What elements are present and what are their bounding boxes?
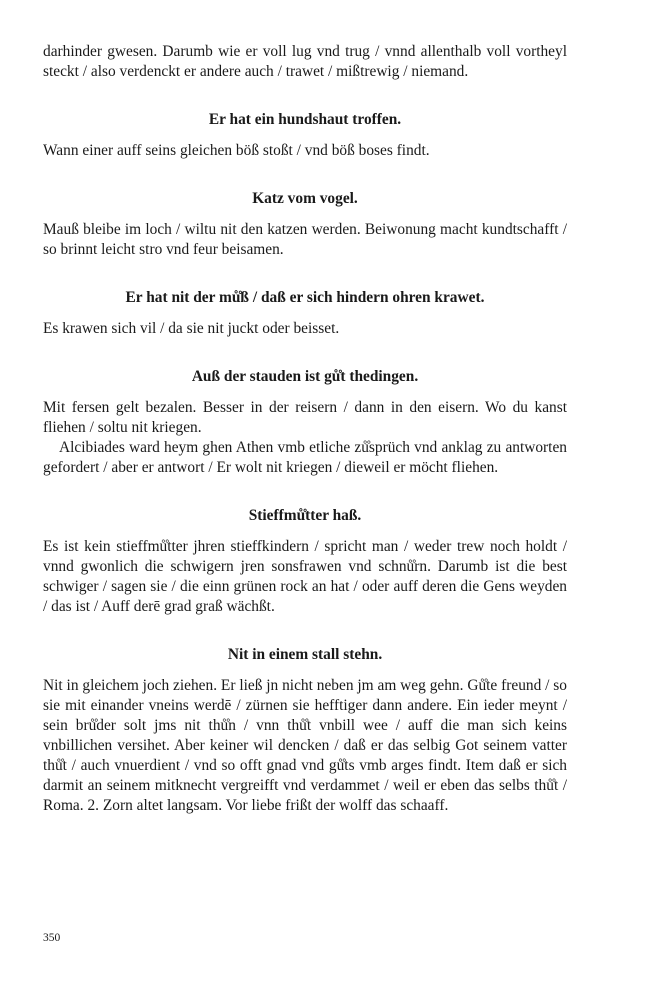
section-paragraph: Nit in gleichem joch ziehen. Er ließ jn nicht neben jm am weg gehn. Gů̊te freund / so sie mit einander vneins werdē / zürnen sie hefftiger dann andere. Ein ieder meynt / sein brů̊der solt jms nit thů̊n / vnn thů̊t vnbill wee / auff die man sich keins vnbillichen versihet. Aber keiner wil dencken / daß er das selbig Got seinem vatter thů̊t / auch vnuerdient / vnd so offt gnad vnd gů̊ts vmb arges findt. Item daß er sich darmit an seinem mitknecht vergreifft vnd verdammet / weil er eben das selbs thů̊t / Roma. 2. Zorn altet langsam. Vor liebe frißt der wolff das schaaff. [43, 677, 567, 814]
page-body [43, 42, 567, 816]
section-heading: Auß der stauden ist gů̊t thedingen. [191, 368, 419, 385]
section-hundshaut [43, 110, 567, 161]
section-heading: Nit in einem stall stehn. [227, 646, 383, 663]
section-paragraph: Wann einer auff seins gleichen böß stoßt / vnd böß boses findt. [43, 142, 430, 159]
section-muss [43, 288, 567, 339]
section-paragraph: Es ist kein stieffmů̊tter jhren stieffkindern / spricht man / weder trew noch holdt / vnnd gwonlich die schwigern jren sonsfrawen vnd schnů̊rn. Darumb ist die best schwiger / sagen sie / die einn grünen rock an hat / oder auff deren die Gens weyden / das ist / Auff derē grad graß wächßt. [43, 538, 567, 615]
section-heading: Er hat ein hundshaut troffen. [208, 111, 402, 128]
section-stauden [43, 367, 567, 478]
page-number: 350 [43, 932, 61, 944]
section-katz-vom-vogel [43, 189, 567, 260]
section-paragraph: Mit fersen gelt bezalen. Besser in der reisern / dann in den eisern. Wo du kanst fliehen / soltu nit kriegen. [43, 399, 567, 436]
section-stall [43, 645, 567, 816]
opening-paragraph: darhinder gwesen. Darumb wie er voll lug vnd trug / vnnd allenthalb voll vortheyl steckt / also verdenckt er andere auch / trawet / mißtrewig / niemand. [43, 43, 567, 80]
section-stieffmutter [43, 506, 567, 617]
section-paragraph: Es krawen sich vil / da sie nit juckt oder beisset. [43, 320, 340, 337]
section-heading: Er hat nit der mů̊ß / daß er sich hindern ohren krawet. [125, 289, 485, 306]
section-paragraph: Alcibiades ward heym ghen Athen vmb etliche zů̊sprüch vnd anklag zu antworten gefordert / aber er antwort / Er wolt nit kriegen / dieweil er möcht fliehen. [43, 439, 567, 476]
section-heading: Katz vom vogel. [252, 190, 358, 207]
section-paragraph: Mauß bleibe im loch / wiltu nit den katzen werden. Beiwonung macht kundtschafft / so brinnt leicht stro vnd feur beisamen. [43, 221, 567, 258]
section-heading: Stieffmů̊tter haß. [248, 507, 362, 524]
